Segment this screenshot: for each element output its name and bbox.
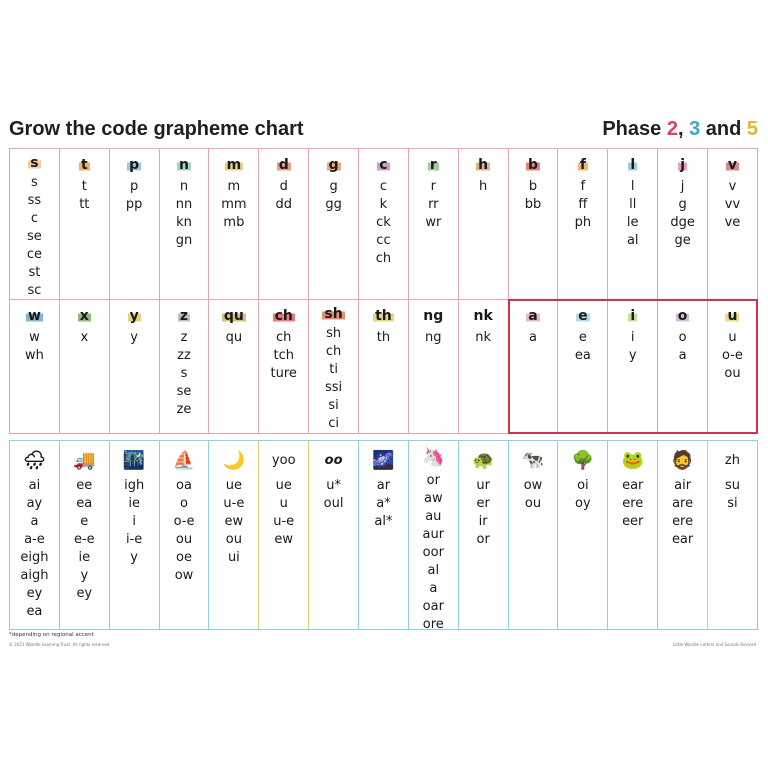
grapheme-header (79, 155, 90, 175)
grapheme: air (674, 478, 692, 493)
copyright-notice: © 2021 Wandle Learning Trust. All rights reserved. (9, 642, 111, 647)
grapheme: oa (176, 478, 192, 493)
grapheme-column (159, 149, 209, 299)
grapheme-column (657, 300, 707, 433)
grapheme: ea (26, 604, 43, 619)
grapheme-column (208, 441, 258, 629)
header-grapheme: d (278, 157, 289, 173)
grapheme: r (430, 179, 436, 194)
grapheme: qu (225, 330, 243, 345)
grapheme: pp (125, 197, 143, 212)
accent-footnote: *depending on regional accent (9, 632, 94, 638)
grapheme: ere (622, 496, 644, 511)
grapheme: o (180, 496, 188, 511)
grapheme-column (10, 441, 59, 629)
header-grapheme: f (579, 157, 586, 173)
grapheme: ture (270, 366, 297, 381)
grapheme-header (177, 155, 191, 175)
grapheme: e-e (73, 532, 95, 547)
phase-prefix: Phase (602, 118, 667, 140)
grapheme: x (80, 330, 89, 345)
grapheme: ie (128, 496, 140, 511)
grapheme-header (526, 306, 539, 326)
grapheme-header (476, 155, 490, 175)
grapheme: ce (26, 247, 42, 262)
grapheme: ssi (325, 380, 343, 395)
grapheme: n (179, 179, 189, 194)
grapheme-header (678, 155, 687, 175)
grapheme: c (379, 179, 388, 194)
grapheme: cc (376, 233, 391, 248)
grapheme: e (80, 514, 89, 529)
grapheme: ui (227, 550, 240, 565)
grapheme-header (578, 155, 588, 175)
consonant-grid-row-1 (9, 148, 758, 300)
grapheme-column (308, 149, 358, 299)
grapheme-column (707, 441, 757, 629)
grapheme: are (672, 496, 694, 511)
grapheme-column (458, 441, 508, 629)
grapheme-column (408, 149, 458, 299)
grapheme: l (630, 179, 635, 194)
grapheme-column (557, 149, 607, 299)
grapheme: t (81, 179, 87, 194)
grapheme: al* (374, 514, 393, 529)
grapheme: ge (674, 233, 691, 248)
horse-picture: 🦄 (422, 447, 445, 468)
grapheme: o-e (722, 348, 743, 363)
phase-5: 5 (746, 118, 758, 140)
grapheme-column (308, 300, 358, 433)
grapheme-column (258, 441, 308, 629)
header-grapheme: j (680, 157, 685, 173)
grapheme: y (130, 550, 138, 565)
grapheme-column (707, 300, 757, 433)
header-grapheme: e (578, 308, 588, 324)
grapheme: th (376, 330, 391, 345)
grapheme-header (726, 155, 739, 175)
grapheme: i (132, 514, 136, 529)
grapheme: o (678, 330, 687, 345)
header-grapheme: nk (473, 308, 493, 324)
phase-2: 2 (666, 118, 678, 140)
grapheme: ue (275, 478, 292, 493)
header-grapheme: n (179, 157, 189, 173)
grapheme-header (373, 306, 394, 326)
grapheme: le (626, 215, 639, 230)
grapheme: or (476, 532, 490, 547)
grapheme-header (78, 306, 91, 326)
long-vowel-grid (9, 440, 758, 630)
grapheme-column (408, 441, 458, 632)
grapheme: dd (275, 197, 292, 212)
grapheme-column (308, 441, 358, 629)
grapheme: f (580, 179, 586, 194)
truck-picture: 🚚 (73, 449, 96, 471)
grapheme-column (109, 149, 159, 299)
credit-notice: Little Wandle Letters and Sounds Revised (673, 642, 756, 647)
dark-picture: 🌌 (372, 449, 395, 471)
grapheme: y (130, 330, 138, 345)
grapheme-column (508, 300, 558, 433)
grapheme-column (557, 300, 607, 433)
grapheme: a-e (24, 532, 45, 547)
grapheme: rr (428, 197, 439, 212)
grapheme-column (159, 441, 209, 629)
grapheme: e (578, 330, 587, 345)
grapheme: or (426, 473, 440, 488)
grapheme-column (59, 149, 109, 299)
grapheme: ze (176, 402, 192, 417)
grapheme: ou (724, 366, 741, 381)
night-picture: 🌃 (122, 449, 146, 471)
grapheme-header (327, 155, 341, 175)
grapheme: ve (724, 215, 741, 230)
grapheme: a (429, 581, 438, 596)
grapheme: gn (175, 233, 193, 248)
header-grapheme: g (328, 157, 339, 173)
grapheme: st (28, 265, 41, 280)
header-grapheme: th (375, 308, 392, 324)
grapheme: ou (225, 532, 242, 547)
grapheme: ue (225, 478, 242, 493)
grapheme: oor (422, 545, 444, 560)
grapheme-column (607, 149, 657, 299)
grapheme: v (728, 179, 737, 194)
grapheme-header (421, 306, 445, 326)
grapheme-header (526, 155, 540, 175)
grapheme: al (626, 233, 639, 248)
grapheme: ss (27, 193, 42, 208)
grapheme: u-e (223, 496, 245, 511)
grapheme-column (557, 441, 607, 629)
header-grapheme: i (630, 308, 636, 324)
phase-sep: , (677, 118, 690, 140)
grapheme: oul (323, 496, 344, 511)
grapheme-column (657, 149, 707, 299)
grapheme: ee (76, 478, 93, 493)
grapheme-header (273, 306, 295, 326)
grapheme: kn (176, 215, 192, 230)
grapheme: ci (328, 416, 339, 431)
grapheme: ng (425, 330, 442, 345)
grapheme-column (707, 149, 757, 299)
grapheme: w (29, 330, 40, 345)
grapheme-header (222, 306, 246, 326)
grapheme: ch (375, 251, 392, 266)
grapheme-column (109, 300, 159, 433)
grapheme: se (27, 229, 42, 244)
grapheme: aur (422, 527, 445, 542)
grapheme: eigh (20, 550, 49, 565)
grapheme: aigh (20, 568, 49, 583)
grapheme-header (26, 306, 43, 326)
grapheme: s (180, 366, 188, 381)
grapheme: k (379, 197, 388, 212)
grapheme-header (178, 306, 190, 326)
grapheme-header (725, 306, 739, 326)
turtle-picture: 🐢 (471, 449, 495, 471)
header-grapheme: w (27, 308, 41, 324)
grapheme: al (427, 563, 440, 578)
consonant-vowel-grid-row-2 (9, 300, 758, 434)
grapheme: a (30, 514, 39, 529)
grapheme: ou (524, 496, 542, 511)
header-grapheme: p (129, 157, 140, 173)
header-grapheme: x (79, 308, 89, 324)
grapheme: ore (422, 617, 444, 632)
header-grapheme: u (727, 308, 738, 324)
grapheme: ow (174, 568, 194, 583)
grapheme: igh (124, 478, 145, 493)
grapheme: mm (221, 197, 247, 212)
grapheme: ey (26, 586, 43, 601)
moon-picture: 🌙 (222, 449, 246, 471)
grapheme: s (31, 175, 38, 190)
header-grapheme: t (80, 157, 88, 173)
grapheme: a (678, 348, 687, 363)
grapheme-header (472, 306, 495, 326)
grapheme-header (576, 306, 590, 326)
ear-picture: 🐸 (621, 449, 644, 471)
grapheme-header (277, 155, 291, 175)
grapheme: ere (672, 514, 694, 529)
header-grapheme: qu (223, 308, 244, 324)
phase-3: 3 (689, 118, 701, 140)
grapheme-header (377, 155, 389, 175)
grapheme: zz (177, 348, 191, 363)
oil-picture: 🌳 (571, 449, 595, 471)
grapheme-column (59, 441, 109, 629)
grapheme: u (728, 330, 737, 345)
sound-label: yoo (271, 452, 296, 468)
grapheme-column (59, 300, 109, 433)
grapheme: wh (24, 348, 44, 363)
grapheme: sh (326, 326, 342, 341)
grapheme: ch (276, 330, 292, 345)
grapheme-column (159, 300, 209, 433)
grapheme: ff (578, 197, 588, 212)
grapheme: y (80, 568, 89, 583)
grapheme: oy (575, 496, 591, 511)
grapheme-header (127, 155, 141, 175)
grapheme-column (408, 300, 458, 433)
grapheme: ck (376, 215, 391, 230)
grapheme: ear (622, 478, 644, 493)
grapheme: su (724, 478, 740, 493)
grapheme: ch (325, 344, 342, 359)
grapheme: nk (475, 330, 492, 345)
grapheme: vv (724, 197, 741, 212)
header-grapheme: sh (324, 306, 343, 322)
grapheme: tt (79, 197, 90, 212)
grapheme: g (678, 197, 687, 212)
header-grapheme: s (30, 155, 39, 171)
header-grapheme: a (528, 308, 538, 324)
grapheme-column (208, 300, 258, 433)
rain-picture: 🌧 (22, 449, 46, 471)
grapheme: o-e (173, 514, 195, 529)
cow-picture: 🐄 (521, 449, 545, 471)
grapheme: tch (273, 348, 294, 363)
grapheme: ie (78, 550, 91, 565)
grapheme: ir (478, 514, 488, 529)
header-grapheme: z (179, 308, 189, 324)
header-grapheme: o (677, 308, 688, 324)
header-grapheme: m (226, 157, 242, 173)
header-grapheme: ng (423, 308, 444, 324)
grapheme: ur (476, 478, 490, 493)
grapheme-column (358, 300, 408, 433)
grapheme: wr (425, 215, 442, 230)
grapheme: i (630, 330, 635, 345)
grapheme-column (657, 441, 707, 629)
grapheme: c (30, 211, 38, 226)
header-grapheme: l (630, 157, 636, 173)
grapheme-header (628, 155, 637, 175)
grapheme-header (322, 306, 344, 322)
grapheme: ey (76, 586, 93, 601)
grapheme: ph (574, 215, 592, 230)
grapheme: ti (329, 362, 338, 377)
grapheme: h (479, 179, 488, 194)
header-grapheme: v (727, 157, 738, 173)
grapheme: ow (523, 478, 543, 493)
grapheme-column (258, 300, 308, 433)
grapheme-column (358, 441, 408, 629)
grapheme: ew (274, 532, 294, 547)
grapheme-column (508, 441, 558, 629)
grapheme: aw (424, 491, 443, 506)
grapheme-column (10, 300, 59, 433)
grapheme: sc (27, 283, 42, 298)
grapheme: gg (325, 197, 342, 212)
grapheme: u-e (273, 514, 295, 529)
grapheme: ai (28, 478, 41, 493)
sound-label: oo (324, 452, 343, 468)
grapheme-column (258, 149, 308, 299)
sound-label: zh (724, 452, 740, 468)
grapheme: ou (175, 532, 193, 547)
grapheme-header (28, 155, 40, 171)
grapheme: g (329, 179, 338, 194)
grapheme-column (358, 149, 408, 299)
header-grapheme: h (478, 157, 489, 173)
grapheme: eer (622, 514, 644, 529)
header-grapheme: b (528, 157, 539, 173)
grapheme: dge (670, 215, 695, 230)
grapheme: oe (176, 550, 192, 565)
grapheme-header (428, 155, 439, 175)
grapheme-column (607, 300, 657, 433)
header-grapheme: c (379, 157, 388, 173)
chart-title: Grow the code grapheme chart (9, 118, 304, 140)
grapheme: b (528, 179, 538, 194)
grapheme-column (10, 149, 59, 299)
grapheme: se (176, 384, 192, 399)
grapheme: u (279, 496, 288, 511)
header-grapheme: y (129, 308, 139, 324)
grapheme-header (676, 306, 690, 326)
grapheme: ll (629, 197, 637, 212)
grapheme-column (458, 300, 508, 433)
grapheme: ay (26, 496, 43, 511)
grapheme: oi (577, 478, 589, 493)
header-grapheme: ch (274, 308, 293, 324)
grapheme: i-e (125, 532, 143, 547)
grapheme: ew (224, 514, 244, 529)
grapheme: u* (326, 478, 341, 493)
grapheme: ar (376, 478, 391, 493)
header-grapheme: r (429, 157, 437, 173)
grapheme-column (607, 441, 657, 629)
grapheme-column (208, 149, 258, 299)
grapheme: oar (422, 599, 444, 614)
hair-picture: 🧔 (671, 449, 694, 471)
grapheme: m (227, 179, 241, 194)
grapheme: ea (76, 496, 93, 511)
grapheme: nn (175, 197, 193, 212)
grapheme: bb (524, 197, 542, 212)
phase-label (602, 118, 758, 141)
grapheme: z (180, 330, 188, 345)
phase-and: and (700, 118, 747, 140)
grapheme: si (328, 398, 339, 413)
grapheme-column (458, 149, 508, 299)
grapheme: p (130, 179, 139, 194)
grapheme: j (680, 179, 685, 194)
grapheme: a (529, 330, 537, 345)
grapheme-column (508, 149, 558, 299)
grapheme: mb (223, 215, 245, 230)
grapheme-header (128, 306, 141, 326)
grapheme: er (476, 496, 490, 511)
grapheme: d (279, 179, 288, 194)
grapheme: a* (376, 496, 391, 511)
boat-picture: ⛵ (172, 449, 196, 471)
grapheme: ear (671, 532, 694, 547)
grapheme: si (727, 496, 738, 511)
grapheme-header (628, 306, 637, 326)
grapheme-header (225, 155, 244, 175)
grapheme-column (109, 441, 159, 629)
grapheme: au (425, 509, 442, 524)
grapheme: y (628, 348, 637, 363)
grapheme: ea (574, 348, 591, 363)
